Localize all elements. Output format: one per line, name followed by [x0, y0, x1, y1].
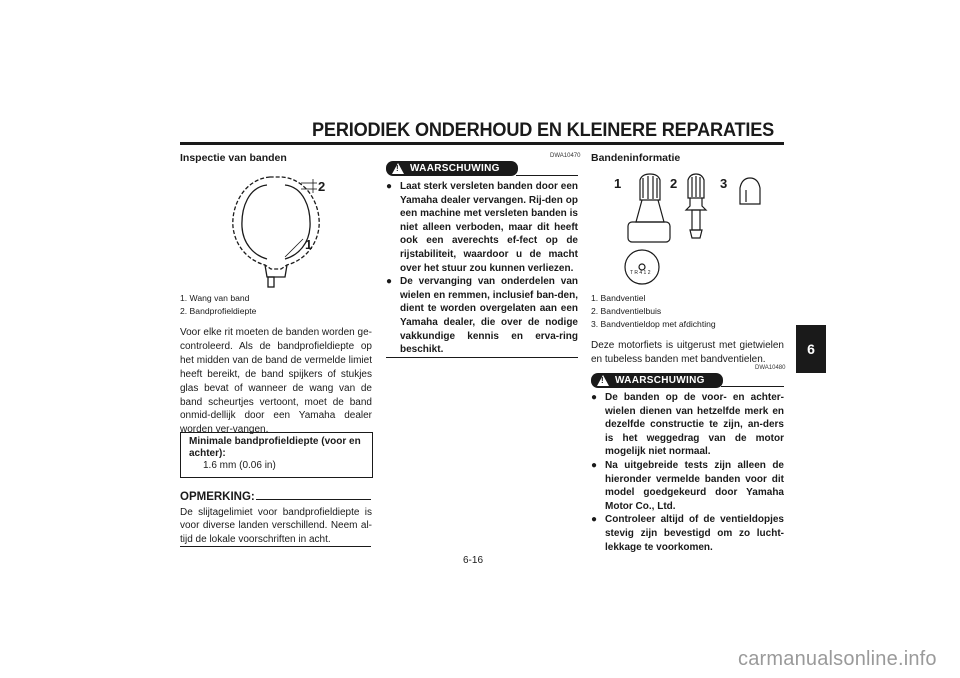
- warning-end-rule-1: [386, 357, 578, 358]
- list-item: ● Na uitgebreide tests zijn alleen de hieronder vermelde banden voor dit model goedgekeurd door Yamaha Motor Co., Ltd.: [591, 459, 784, 512]
- spec-title: Minimale bandprofieldiepte (voor en achter):: [189, 436, 361, 459]
- warning-triangle-icon: !: [392, 163, 404, 174]
- valve-label-3: 3: [720, 176, 728, 191]
- note-rule: [256, 499, 371, 500]
- warning-triangle-icon: !: [597, 375, 609, 386]
- warning-code-1: DWA10470: [550, 153, 581, 159]
- bullet-icon: ●: [591, 459, 598, 471]
- inspection-paragraph: Voor elke rit moeten de banden worden ge-controleerd. Als de bandprofieldiepte op het midden van de band de vermelde limiet heeft bereikt, de band spijkers of stukjes glas bevat of wanneer de wang van de band scheurtjes vertoont, moet de band onmid-dellijk door een Yamaha dealer worden ver-vangen.: [180, 327, 372, 436]
- note-title: OPMERKING:: [180, 491, 255, 503]
- valve-label-1: 1: [614, 176, 622, 191]
- figure-label-1: 1: [305, 237, 313, 252]
- page-title: PERIODIEK ONDERHOUD EN KLEINERE REPARATIES: [312, 119, 775, 141]
- valve-label-2: 2: [670, 176, 678, 191]
- figure-label-2: 2: [318, 179, 326, 194]
- caption-valve: 1. Bandventiel: [591, 293, 646, 303]
- list-item: ● De banden op de voor- en achter-wielen dienen van hetzelfde merk en dezelfde constructie te zijn, an-ders is het weggedrag van de motor mogelijk niet normaal.: [591, 392, 784, 458]
- caption-valve-cap: 3. Bandventieldop met afdichting: [591, 319, 716, 329]
- bullet-icon: ●: [591, 392, 598, 403]
- warning-badge-1: [386, 161, 518, 176]
- chapter-tab: 6: [796, 325, 826, 373]
- spec-value: 1.6 mm (0.06 in): [203, 460, 276, 471]
- warning-badge-2: [591, 373, 723, 388]
- section-heading-tire-info: Bandeninformatie: [591, 152, 681, 164]
- page-number: 6-16: [463, 555, 484, 566]
- list-item: ● Laat sterk versleten banden door een Yamaha dealer vervangen. Rij-den op een machine met versleten banden is niet alleen verboden, maar dit heeft ook een averechts ef-fect op de rijstabiliteit, waardoor u de macht over het stuur zou kunnen verliezen.: [386, 181, 578, 274]
- tire-info-paragraph: Deze motorfiets is uitgerust met gietwielen en tubeless banden met bandventielen.: [591, 340, 784, 365]
- caption-valve-tube: 2. Bandventielbuis: [591, 306, 662, 316]
- section-heading-tires: Inspectie van banden: [180, 152, 287, 164]
- title-rule: [180, 142, 784, 145]
- bullet-icon: ●: [591, 514, 598, 526]
- watermark: carmanualsonline.info: [738, 648, 937, 670]
- warning-bullets-1: [386, 180, 578, 357]
- warning-label-2: WAARSCHUWING: [615, 375, 705, 386]
- list-item: ● Controleer altijd of de ventieldopjes stevig zijn bevestigd om zo lucht-lekkage te voorkomen.: [591, 514, 784, 553]
- warning-bullets-2: [591, 391, 784, 554]
- svg-text:T R 4 1 2: T R 4 1 2: [630, 270, 651, 276]
- caption-sidewall: 1. Wang van band: [180, 293, 250, 303]
- warning-code-2: DWA10480: [755, 365, 786, 371]
- list-item: ● De vervanging van onderdelen van wielen en remmen, inclusief ban-den, dient te worden overgelaten aan een Yamaha dealer, die over de nodige vakkundige kennis en erva-ring beschikt.: [386, 276, 578, 356]
- spec-box: [180, 432, 373, 478]
- note-end-rule: [180, 546, 371, 547]
- note-text: De slijtagelimiet voor bandprofieldiepte is voor diverse landen verschillend. Neem al-tijd de lokale voorschriften in acht.: [180, 507, 372, 545]
- bullet-icon: ●: [386, 276, 393, 288]
- warning-label-1: WAARSCHUWING: [410, 163, 500, 174]
- warning-rule-1: [516, 175, 578, 176]
- tire-tread-illustration: [225, 165, 335, 290]
- warning-rule-2: [721, 386, 784, 387]
- valve-illustration: [600, 168, 780, 290]
- bullet-icon: ●: [386, 181, 393, 192]
- caption-tread-depth: 2. Bandprofieldiepte: [180, 306, 257, 316]
